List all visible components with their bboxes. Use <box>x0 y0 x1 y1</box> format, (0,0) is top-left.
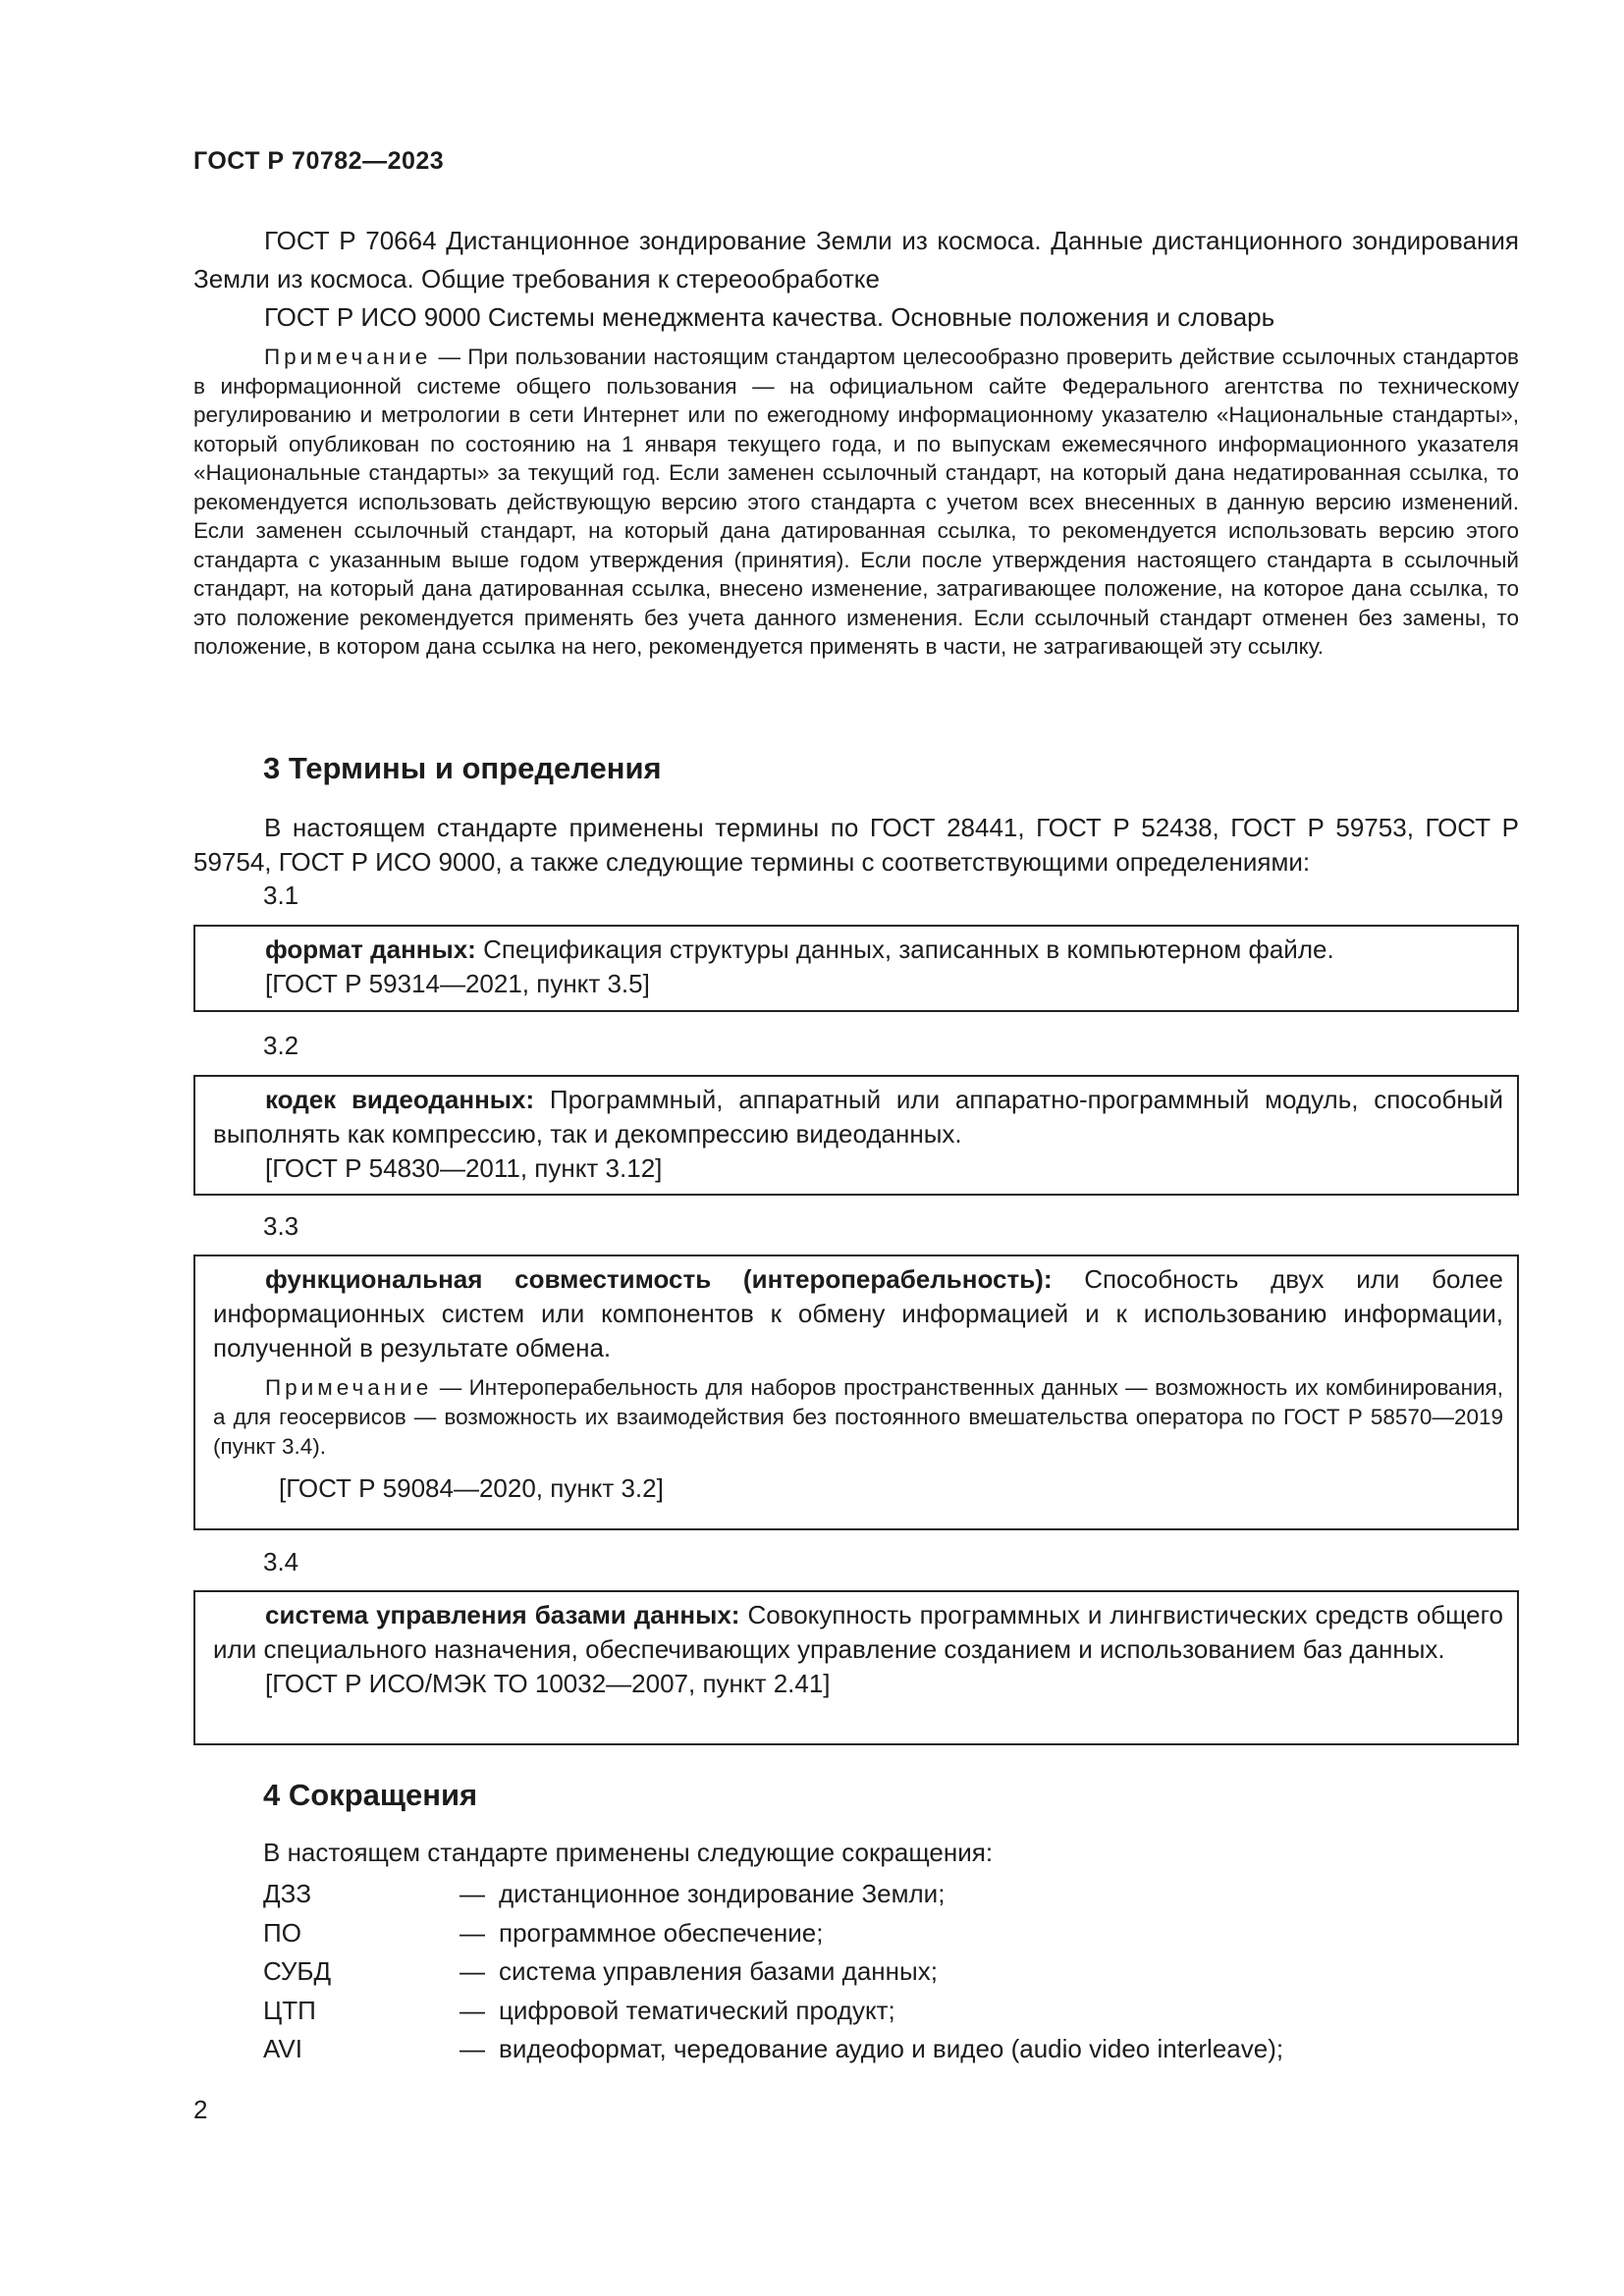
term-definition: Программный, аппаратный или аппаратно-программный модуль, способный выполнять как компрессию, так и декомпрессию видеоданных. <box>213 1085 1503 1148</box>
list-item <box>263 1992 1540 2031</box>
note-text: — Интероперабельность для наборов пространственных данных — возможность их комбинирования, а для геосервисов — возможность их взаимодействия без постоянного вмешательства оператора по ГОСТ Р 58570—2019 (пункт 3.4). <box>213 1375 1503 1459</box>
abbreviation-list <box>263 1875 1540 2069</box>
reference-item: ГОСТ Р 70664 Дистанционное зондирование Земли из космоса. Данные дистанционного зондирования Земли из космоса. Общие требования к стереообработке <box>193 226 1519 294</box>
term-box <box>193 1255 1519 1530</box>
term-source: [ГОСТ Р 59314—2021, пункт 3.5] <box>265 969 650 998</box>
abbreviation-code: ПО <box>263 1917 301 1948</box>
term-source: [ГОСТ Р ИСО/МЭК ТО 10032—2007, пункт 2.41] <box>265 1669 831 1698</box>
term-box <box>193 1590 1519 1745</box>
document-header: ГОСТ Р 70782—2023 <box>193 147 445 175</box>
abbreviation-dash: — <box>460 1995 485 2025</box>
abbreviation-meaning: цифровой тематический продукт; <box>499 1995 895 2025</box>
term-source: [ГОСТ Р 54830—2011, пункт 3.12] <box>265 1153 663 1183</box>
term-number: 3.4 <box>263 1547 299 1576</box>
abbreviation-code: ДЗЗ <box>263 1879 312 1908</box>
abbreviation-code: СУБД <box>263 1956 332 1986</box>
term-name: формат данных: <box>265 934 476 964</box>
term-number: 3.2 <box>263 1031 299 1060</box>
term-name: кодек видеоданных: <box>265 1085 535 1114</box>
note-label: Примечание <box>265 1375 433 1400</box>
term-number: 3.3 <box>263 1211 299 1241</box>
term-name: система управления базами данных: <box>265 1600 740 1629</box>
abbreviation-meaning: видеоформат, чередование аудио и видео (audio video interleave); <box>499 2034 1284 2063</box>
term-definition: Способность двух или более информационных систем или компонентов к обмену информацией и к использованию информации, полученной в результате обмена. <box>213 1264 1503 1362</box>
term-source: [ГОСТ Р 59084—2020, пункт 3.2] <box>279 1473 664 1503</box>
normative-references <box>193 222 1519 337</box>
note-text: — При пользовании настоящим стандартом целесообразно проверить действие ссылочных стандартов в информационной системе общего пользования — на официальном сайте Федерального агентства по техническому регулированию и метрологии в сети Интернет или по ежегодному информационному указателю «Национальные стандарты», который опубликован по состоянию на 1 января текущего года, и по выпускам ежемесячного информационного указателя «Национальные стандарты» за текущий год. Если заменен ссылочный стандарт, на который дана недатированная ссылка, то рекомендуется использовать действующую версию этого стандарта с учетом всех внесенных в данную версию изменений. Если заменен ссылочный стандарт, на который дана датированная ссылка, то рекомендуется использовать версию этого стандарта с указанным выше годом утверждения (принятия). Если после утверждения настоящего стандарта в ссылочный стандарт, на который дана датированная ссылка, внесено изменение, затрагивающее положение, на которое дана ссылка, то это положение рекомендуется применять без учета данного изменения. Если ссылочный стандарт отменен без замены, то положение, в котором дана ссылка на него, рекомендуется применять в части, не затрагивающей эту ссылку. <box>193 345 1519 659</box>
section-3-intro: В настоящем стандарте применены термины по ГОСТ 28441, ГОСТ Р 52438, ГОСТ Р 59753, ГОСТ Р 59754, ГОСТ Р ИСО 9000, а также следующие термины с соответствующими определениями: <box>193 813 1519 877</box>
page-number: 2 <box>193 2095 208 2124</box>
term-number: 3.1 <box>263 881 299 910</box>
note-label: Примечание <box>264 345 432 369</box>
section-4-intro: В настоящем стандарте применены следующие сокращения: <box>263 1838 994 1867</box>
abbreviation-dash: — <box>460 1879 485 1908</box>
term-box <box>193 925 1519 1012</box>
list-item <box>263 1952 1540 1992</box>
term-definition: Совокупность программных и лингвистических средств общего или специального назначения, обеспечивающих управление созданием и использованием баз данных. <box>213 1600 1504 1664</box>
list-item <box>263 1914 1540 1953</box>
term-box <box>193 1075 1519 1196</box>
abbreviation-dash: — <box>460 1956 485 1986</box>
section-4-title: 4 Сокращения <box>263 1778 478 1812</box>
references-note <box>193 343 1519 662</box>
abbreviation-meaning: дистанционное зондирование Земли; <box>499 1879 946 1908</box>
term-definition: Спецификация структуры данных, записанных в компьютерном файле. <box>475 934 1334 964</box>
abbreviation-code: ЦТП <box>263 1995 316 2025</box>
section-3-title: 3 Термины и определения <box>263 751 662 785</box>
abbreviation-meaning: программное обеспечение; <box>499 1917 824 1948</box>
abbreviation-meaning: система управления базами данных; <box>499 1956 938 1986</box>
term-name: функциональная совместимость (интероперабельность): <box>265 1264 1053 1294</box>
abbreviation-dash: — <box>460 2034 485 2063</box>
list-item <box>263 1875 1540 1914</box>
reference-item: ГОСТ Р ИСО 9000 Системы менеджмента качества. Основные положения и словарь <box>264 302 1275 332</box>
abbreviation-dash: — <box>460 1917 485 1948</box>
list-item <box>263 2030 1540 2069</box>
abbreviation-code: AVI <box>263 2034 302 2063</box>
